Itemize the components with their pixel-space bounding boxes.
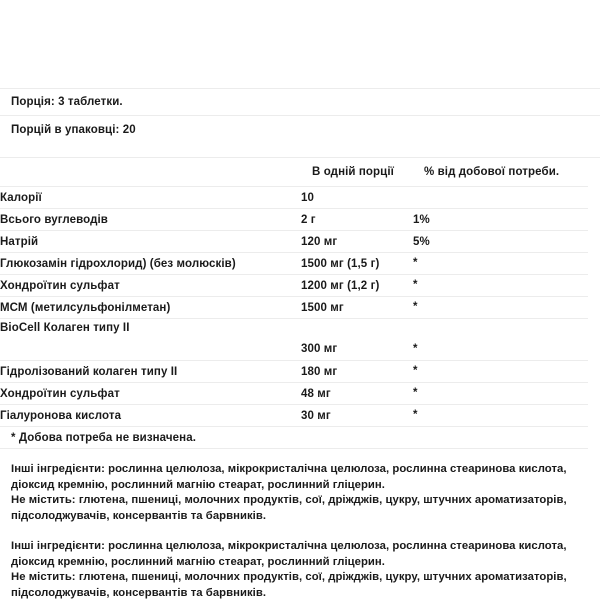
serving-size-row xyxy=(0,89,600,116)
table-row xyxy=(0,253,588,275)
daily-value-footnote xyxy=(0,427,588,449)
nutrient-daily-value xyxy=(413,361,588,383)
nutrient-amount: 1200 мг (1,2 г) xyxy=(301,275,413,297)
nutrient-daily-value: 1% xyxy=(413,209,588,231)
nutrient-name: Всього вуглеводів xyxy=(0,209,301,231)
nutrient-amount: 48 мг xyxy=(301,383,413,405)
nutrient-amount: 180 мг xyxy=(301,361,413,383)
nutrient-name: Хондроїтин сульфат xyxy=(0,275,301,297)
asterisk-marker: * xyxy=(413,409,418,422)
asterisk-marker: * xyxy=(413,387,418,400)
nutrient-amount: 10 xyxy=(301,187,413,209)
table-row xyxy=(0,405,588,427)
header-daily-value: % від добової потреби. xyxy=(413,158,588,187)
nutrient-daily-value xyxy=(413,405,588,427)
nutrient-daily-value xyxy=(413,275,588,297)
table-row xyxy=(0,231,588,253)
servings-per-container-row xyxy=(0,116,600,143)
nutrient-daily-value xyxy=(413,297,588,319)
asterisk-marker: * xyxy=(413,279,418,292)
nutrient-daily-value xyxy=(413,319,588,361)
free-from-text: Не містить: глютена, пшениці, молочних продуктів, сої, дріжджів, цукру, штучних ароматизаторів, підсолоджувачів, консервантів та барвників. xyxy=(11,494,567,522)
nutrient-name: Гідролізований колаген типу II xyxy=(0,361,301,383)
asterisk-marker: * xyxy=(413,342,418,355)
other-ingredients-text: Інші інгредієнти: рослинна целюлоза, мікрокристалічна целюлоза, рослинна стеаринова кислота, діоксид кремнію, рослинний магнію стеарат, рослинний гліцерин. xyxy=(11,463,567,491)
block-gap xyxy=(0,143,600,158)
nutrition-facts-table xyxy=(0,158,588,427)
nutrient-daily-value xyxy=(413,187,588,209)
table-body xyxy=(0,187,588,427)
ingredient-block xyxy=(11,462,589,524)
nutrient-amount: 300 мг xyxy=(301,319,413,361)
nutrient-name: Хондроїтин сульфат xyxy=(0,383,301,405)
nutrient-amount: 2 г xyxy=(301,209,413,231)
table-header xyxy=(0,158,588,187)
ingredient-block xyxy=(11,539,589,601)
nutrient-amount: 120 мг xyxy=(301,231,413,253)
daily-value-footnote-text: * Добова потреба не визначена. xyxy=(11,431,197,444)
other-ingredients-text: Інші інгредієнти: рослинна целюлоза, мікрокристалічна целюлоза, рослинна стеаринова кислота, діоксид кремнію, рослинний магнію стеарат, рослинний гліцерин. xyxy=(11,540,567,568)
table-row xyxy=(0,361,588,383)
nutrient-amount: 1500 мг xyxy=(301,297,413,319)
free-from-text: Не містить: глютена, пшениці, молочних продуктів, сої, дріжджів, цукру, штучних ароматизаторів, підсолоджувачів, консервантів та барвників. xyxy=(11,571,567,599)
nutrient-name: BioCell Колаген типу II xyxy=(0,319,301,361)
asterisk-marker: * xyxy=(413,365,418,378)
serving-info-block xyxy=(0,88,600,143)
nutrient-daily-value xyxy=(413,253,588,275)
servings-per-container-label: Порцій в упаковці: 20 xyxy=(11,123,136,136)
serving-size-label: Порція: 3 таблетки. xyxy=(11,96,123,108)
table-header-row xyxy=(0,158,588,187)
nutrient-amount: 30 мг xyxy=(301,405,413,427)
table-row xyxy=(0,209,588,231)
header-nutrient-name xyxy=(0,158,301,187)
asterisk-marker: * xyxy=(413,257,418,270)
nutrient-amount: 1500 мг (1,5 г) xyxy=(301,253,413,275)
table-row xyxy=(0,297,588,319)
asterisk-marker: * xyxy=(413,301,418,314)
nutrient-name: Гіалуронова кислота xyxy=(0,405,301,427)
table-row xyxy=(0,275,588,297)
ingredients-section xyxy=(0,462,600,601)
nutrient-daily-value xyxy=(413,383,588,405)
nutrient-daily-value: 5% xyxy=(413,231,588,253)
table-row xyxy=(0,187,588,209)
top-spacer xyxy=(0,0,600,88)
nutrient-name: Натрій xyxy=(0,231,301,253)
table-row xyxy=(0,383,588,405)
nutrient-name: Калорії xyxy=(0,187,301,209)
nutrient-name: Глюкозамін гідрохлорид) (без молюсків) xyxy=(0,253,301,275)
nutrient-name: МСМ (метилсульфонілметан) xyxy=(0,297,301,319)
header-amount-per-serving: В одній порції xyxy=(301,158,413,187)
table-row xyxy=(0,319,588,361)
